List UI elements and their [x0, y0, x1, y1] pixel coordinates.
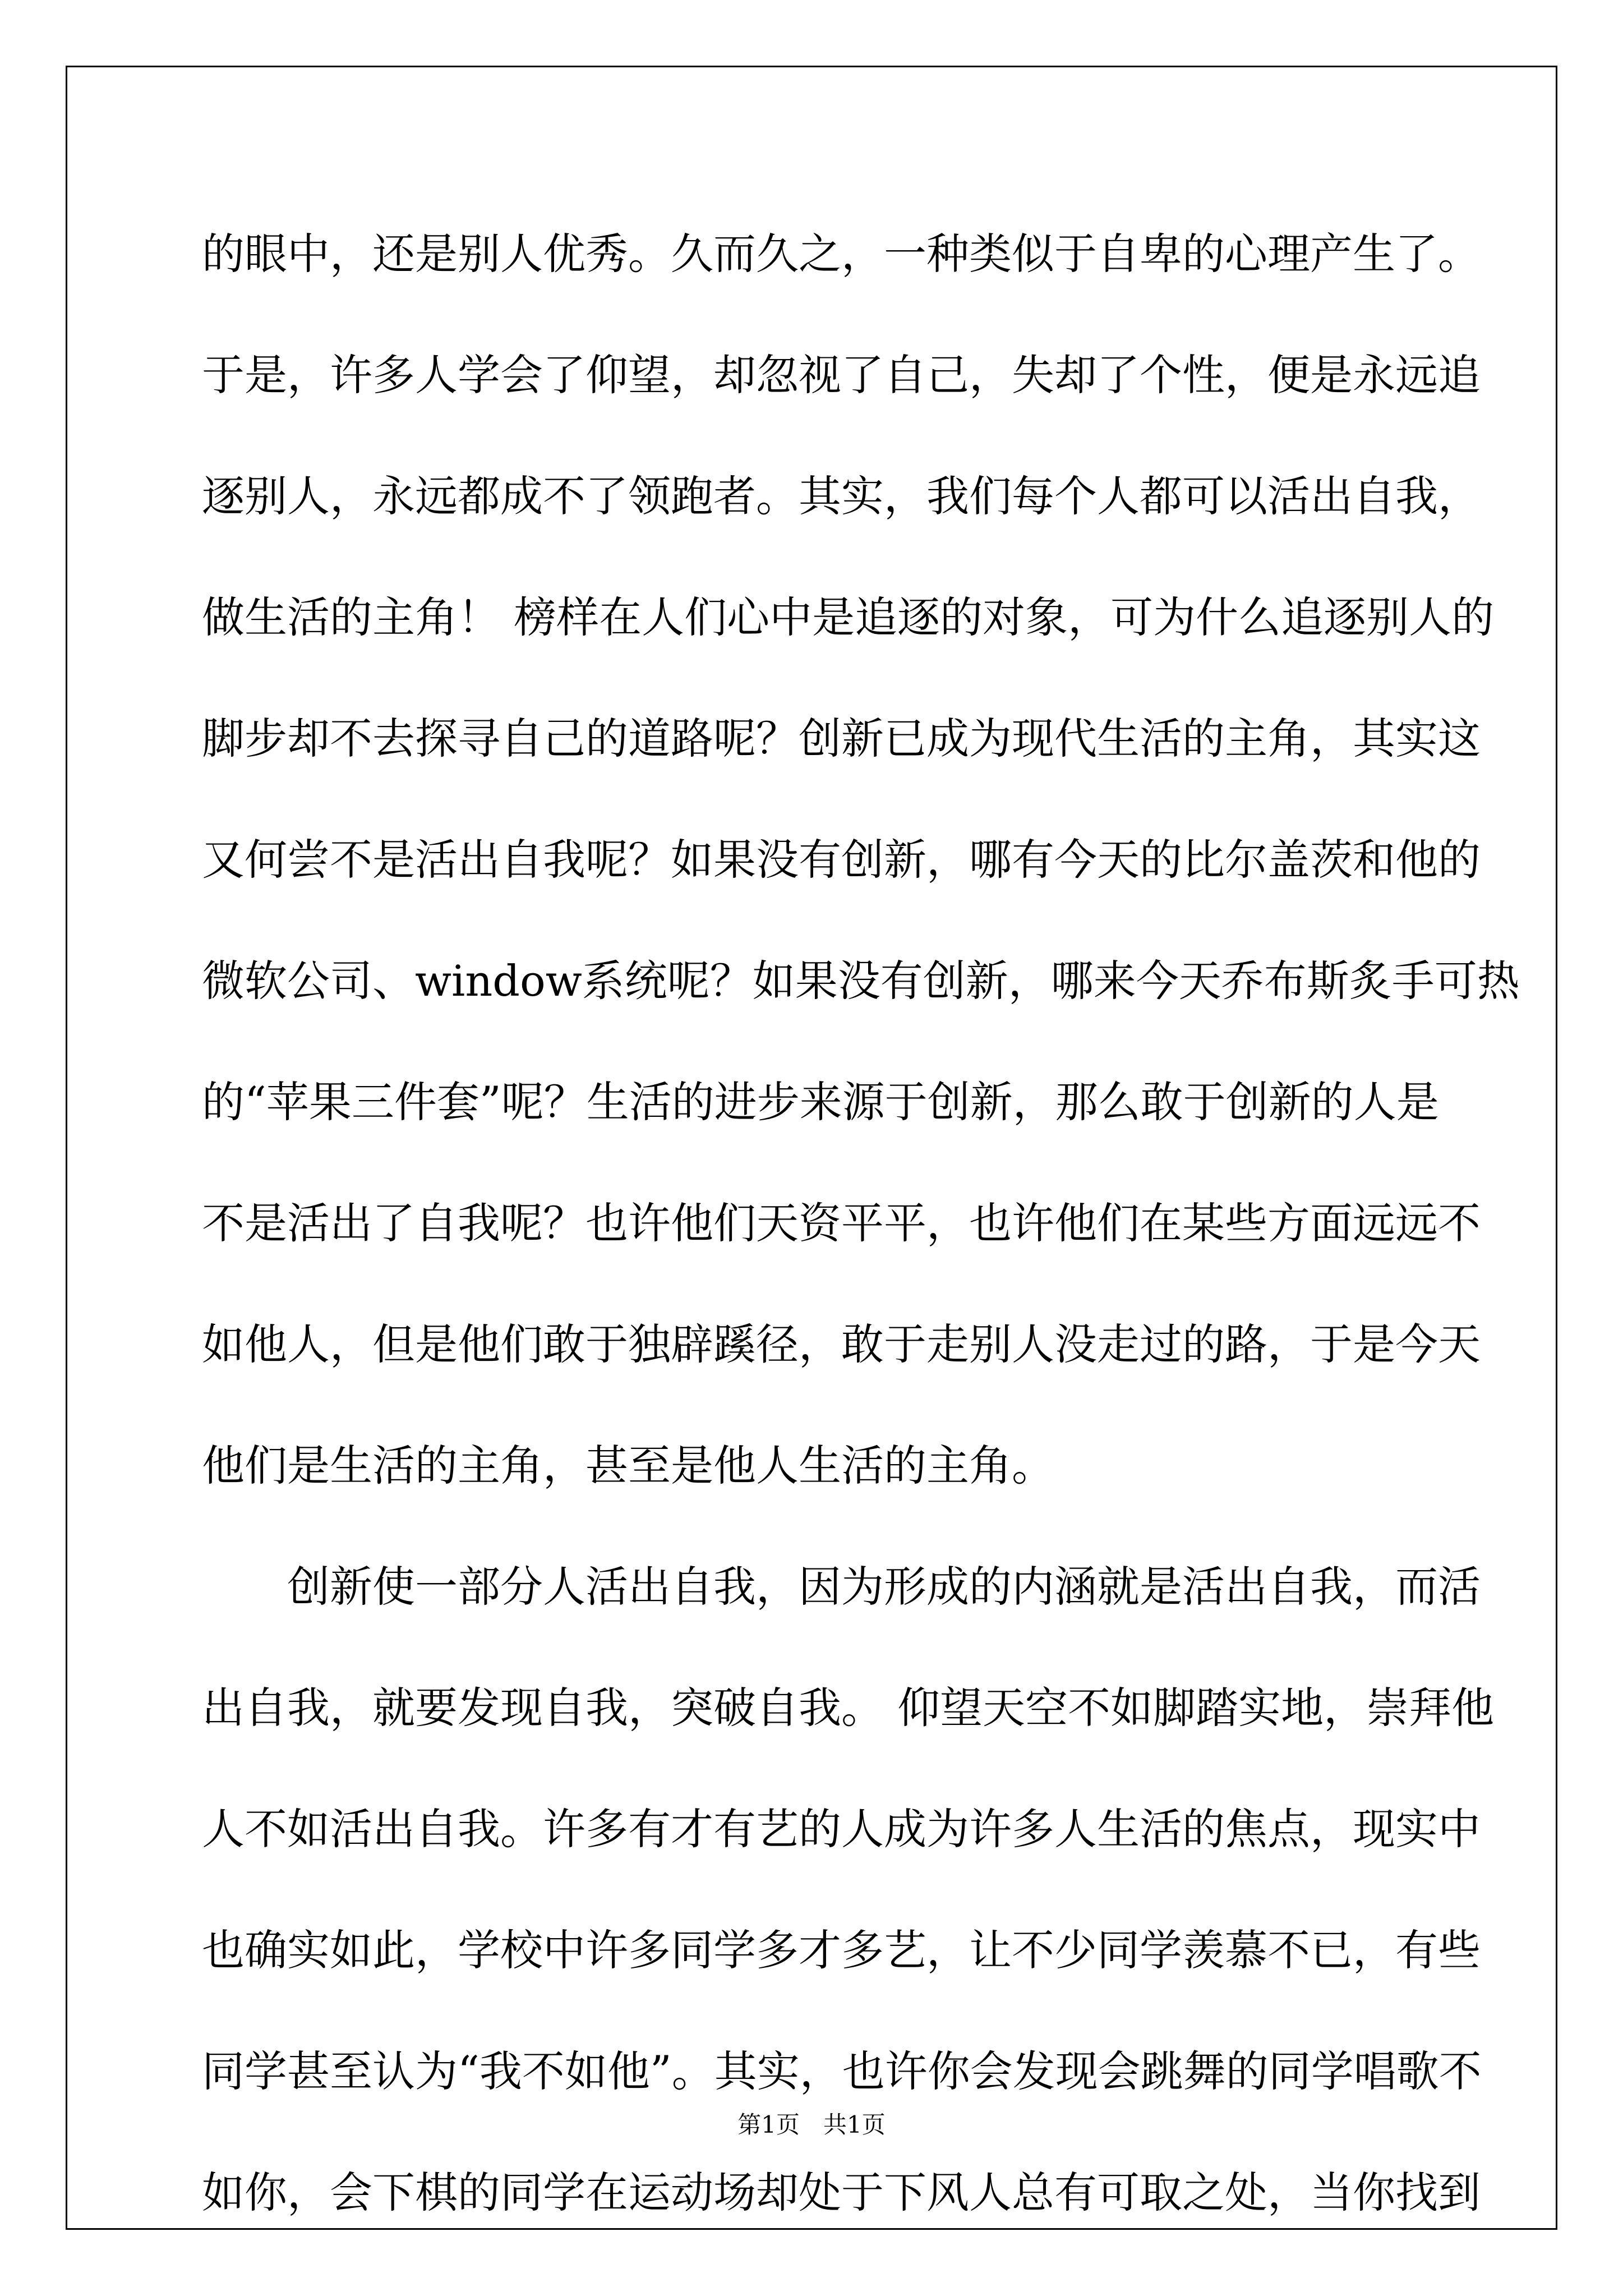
- page-number-footer: 第1页 共1页: [737, 2111, 886, 2138]
- text-line: 如你，会下棋的同学在运动场却处于下风人总有可取之处，当你找到: [202, 2168, 1481, 2217]
- text-line: 于是，许多人学会了仰望，却忽视了自己，失却了个性，便是永远追: [202, 350, 1481, 400]
- text-line: 出自我，就要发现自我，突破自我。 仰望天空不如脚踏实地，崇拜他: [202, 1683, 1495, 1733]
- text-line: 逐别人，永远都成不了领跑者。其实，我们每个人都可以活出自我，: [202, 471, 1481, 521]
- text-line: 脚步却不去探寻自己的道路呢？创新已成为现代生活的主角，其实这: [202, 714, 1481, 763]
- text-line: 的“苹果三件套”呢？生活的进步来源于创新，那么敢于创新的人是: [202, 1077, 1439, 1127]
- text-line: 创新使一部分人活出自我，因为形成的内涵就是活出自我，而活: [287, 1562, 1481, 1612]
- text-line: 微软公司、window系统呢？如果没有创新，哪来今天乔布斯炙手可热: [202, 956, 1520, 1006]
- text-line: 又何尝不是活出自我呢？如果没有创新，哪有今天的比尔盖茨和他的: [202, 835, 1481, 885]
- text-line: 人不如活出自我。许多有才有艺的人成为许多人生活的焦点，现实中: [202, 1804, 1481, 1854]
- text-line: 不是活出了自我呢？也许他们天资平平，也许他们在某些方面远远不: [202, 1198, 1481, 1248]
- text-line: 同学甚至认为“我不如他”。其实，也许你会发现会跳舞的同学唱歌不: [202, 2046, 1482, 2096]
- document-body: [202, 194, 1520, 2253]
- text-line: 的眼中，还是别人优秀。久而久之，一种类似于自卑的心理产生了。: [202, 229, 1481, 279]
- text-line: 他们是生活的主角，甚至是他人生活的主角。: [202, 1441, 1054, 1490]
- text-line: 做生活的主角！ 榜样在人们心中是追逐的对象，可为什么追逐别人的: [202, 592, 1495, 642]
- text-line: 也确实如此，学校中许多同学多才多艺，让不少同学羡慕不已，有些: [202, 1925, 1481, 1975]
- text-line: 如他人，但是他们敢于独辟蹊径，敢于走别人没走过的路，于是今天: [202, 1319, 1481, 1369]
